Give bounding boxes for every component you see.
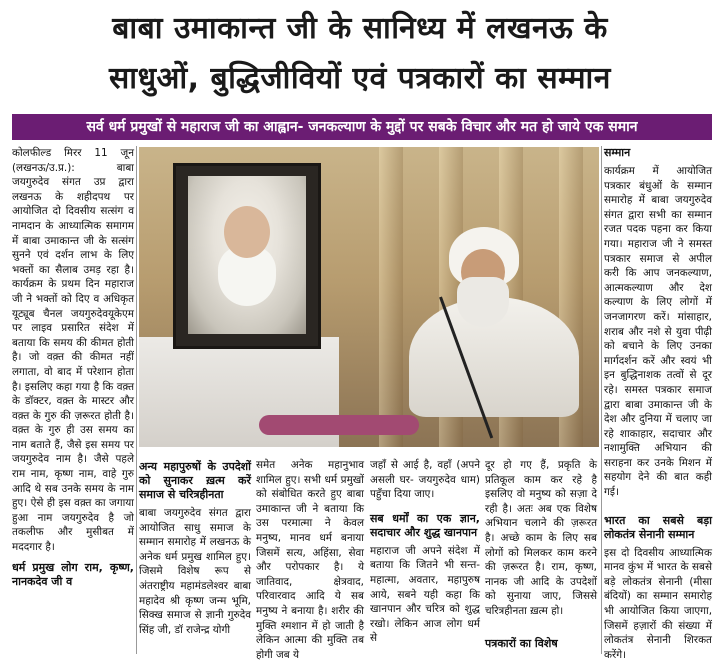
column-3-body: समेत अनेक महानुभाव शामिल हुए। सभी धर्म प्रमुखों को संबोधित करते हुए बाबा उमाकान्त जी ने बताया कि उस परमात्मा ने केवल मनुष्य, मानव धर्म बनाया जिसमें सत्य, अहिंसा, सेवा और परोपकार है। ये जातिवाद, क्षेत्रवाद, परिवारवाद आदि ये सब मनुष्य ने बनाया है। शरीर की मुक्ति श्मशान में हो जाती है लेकिन आत्मा की मुक्ति तब होगी जब ये [256, 459, 364, 661]
column-6-body: कार्यक्रम में आयोजित पत्रकार बंधुओं के सम्मान समारोह में बाबा जयगुरुदेव संगत द्वारा सभी का सम्मान रजत पदक पहना कर किया गया। महाराज जी ने समस्त पत्रकार समाज से अपील करी कि आप जनकल्याण, आत्मकल्याण और देश कल्याण के लिए लोगों में जनजागरण करें। मांसाहार, शराब और नशे से युवा पीढ़ी को बचाने के लिए उनका मार्गदर्शन करें और स्वयं भी इन बुद्धिनाशक तत्वों से दूर रहे। समस्त पत्रकार समाज द्वारा बाबा उमाकान्त जी के देश और दुनिया में चलाए जा रहे शाकाहार, सदाचार और नशामुक्ति अभियान की सराहना कर उनके मिशन में सहयोग देने की बात कही गई। [604, 165, 712, 499]
column-5-body: दूर हो गए हैं, प्रकृति के प्रतिकूल काम कर रहे है इसलिए वो मनुष्य को सज़ा दे रही है। अतः अब एक विशेष अभियान चलाने की ज़रूरत है। अच्छे काम के लिए सब लोगों को मिलकर काम करने की ज़रूरत है। राम, कृष्ण, नानक जी आदि के उपदेशों को सुनाया जाए, जिससे चरित्रहीनता ख़त्म हो। [485, 459, 597, 617]
flower-garland [259, 415, 419, 435]
column-1-subhead: धर्म प्रमुख लोग राम, कृष्ण, नानकदेव जी व [12, 560, 134, 588]
speaker-figure [389, 227, 589, 417]
column-5-subhead: पत्रकारों का विशेष [485, 636, 558, 650]
column-2-body: बाबा जयगुरुदेव संगत द्वारा आयोजित साधु समाज के सम्मान समारोह में लखनऊ के अनेक धर्म प्रमुख शामिल हुए। जिसमे विशेष रूप से अंतराष्ट्रीय महामंडलेश्वर बाबा महादेव श्री कृष्ण जन्म भूमि, सिक्ख समाज से ज्ञानी गुरुदेव सिंह जी, डॉ राजेन्द्र योगी [139, 507, 251, 636]
column-4-body: महाराज जी अपने संदेश में बताया कि जितने भी सन्त-महात्मा, अवतार, महापुरुष आये, सबने यही कहा कि खानपान और चरित्र को शुद्ध रखो। लेकिन आज लोग धर्म से [370, 544, 480, 645]
column-4 [370, 458, 480, 654]
headline [0, 4, 720, 104]
column-5 [485, 458, 597, 654]
column-3 [256, 458, 364, 661]
headline-line-2: साधुओं, बुद्धिजीवियों एवं पत्रकारों का सम्मान [109, 61, 611, 96]
column-2-subhead: अन्य महापुरुषों के उपदेशों को सुनाकर ख़त्म करें समाज से चरित्रहीनता [139, 460, 251, 501]
column-6-subhead: भारत का सबसे बड़ा लोकतंत्र सेनानी सम्मान [604, 513, 712, 541]
event-photo [139, 147, 599, 447]
column-4-body-top: जहाँ से आई है, वहाँ (अपने असली घर- जयगुरुदेव धाम) पहुँचा दिया जाए। [370, 459, 480, 501]
column-2 [139, 458, 251, 654]
column-divider [136, 146, 137, 654]
column-1-body: कोलफील्ड मिरर 11 जून (लखनऊ/उ.प्र.): बाबा जयगुरुदेव संगत उप्र द्वारा लखनऊ के शहीदपथ पर आयोजित दो दिवसीय सत्संग व नामदान के आध्यात्मिक समागम में बाबा उमाकान्त जी के सत्संग सुनने एवं दर्शन लाभ के लिए भक्तों का सैलाब उमड़ रहा है। कार्यक्रम के प्रथम दिन महाराज जी ने भक्तों को दिए व अधिकृत यूट्यूब चैनल जयगुरुदेवयूकेएम पर लाइव प्रसारित संदेश में बताया कि समय की कीमत होती है। जो वक़्त की कीमत नहीं लगाता, वो बाद में परेशान होता है। इसलिए कहा गया है कि वक़्त के डॉक्टर, वक़्त के मास्टर और वक़्त के गुरु की ज़रूरत होती है। वक़्त के गुरु ही उस समय का नाम बताते हैं, जैसे इस समय पर जयगुरुदेव नाम है। जैसे पहले राम नाम, कृष्ण नाम, वाहे गुरु आदि थे सब उनके समय के नाम हुए। ऐसे ही इस वक़्त का जगाया हुआ नाम जयगुरुदेव है जो तकलीफ और मुसीबत में मददगार है। [12, 147, 134, 554]
subheadline-banner: सर्व धर्म प्रमुखों से महाराज जी का आह्वान- जनकल्याण के मुद्दों पर सबके विचार और मत हो जाये एक समान [12, 114, 712, 140]
column-6-body-2: इस दो दिवसीय आध्यात्मिक मानव कुंभ में भारत के सबसे बड़े लोकतंत्र सेनानी (मीसा बंदियों) का सम्मान समारोह भी आयोजित किया जाएगा, जिसमें हज़ारों की संख्या में लोकतंत्र सेनानी शिरकत करेंगे। [604, 546, 712, 661]
column-4-subhead: सब धर्मों का एक ज्ञान, सदाचार और शुद्ध खानपान [370, 511, 480, 539]
portrait-frame [173, 163, 321, 349]
headline-line-1: बाबा उमाकान्त जी के सानिध्य में लखनऊ के [112, 11, 608, 46]
column-6 [604, 146, 712, 661]
column-1 [12, 146, 134, 654]
column-6-subhead-top: सम्मान [604, 146, 631, 159]
column-divider [601, 146, 602, 654]
